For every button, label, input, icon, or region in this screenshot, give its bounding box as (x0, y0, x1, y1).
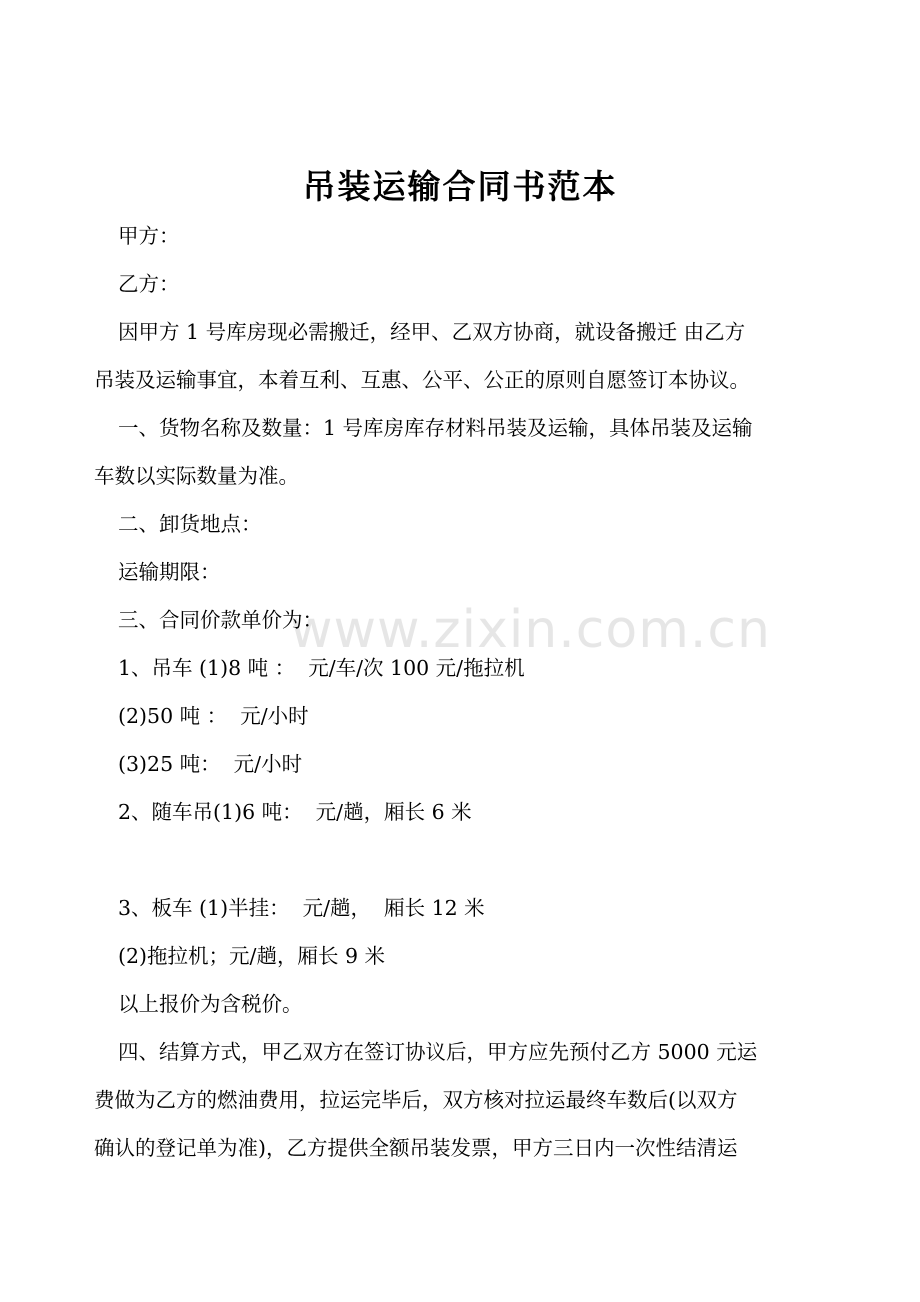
watermark: www.zixin.com.cn (290, 600, 771, 660)
paragraph-line: 一、货物名称及数量：1 号库房库存材料吊装及运输，具体吊装及运输 (118, 416, 753, 440)
document-title: 吊装运输合同书范本 (302, 167, 618, 206)
price-item: 2、随车吊(1)6 吨： 元/趟，厢长 6 米 (118, 800, 472, 824)
price-item: (2)50 吨 ： 元/小时 (118, 704, 309, 728)
paragraph-line: 车数以实际数量为准。 (94, 464, 299, 488)
price-item: 1、吊车 (1)8 吨 ： 元/车/次 100 元/拖拉机 (118, 656, 525, 680)
price-item: (3)25 吨： 元/小时 (118, 752, 303, 776)
paragraph-line: 以上报价为含税价。 (118, 992, 303, 1016)
price-item: 3、板车 (1)半挂： 元/趟， 厢长 12 米 (118, 896, 485, 920)
section-heading: 三、合同价款单价为： (118, 608, 323, 632)
price-item: (2)拖拉机；元/趟，厢长 9 米 (118, 944, 386, 968)
party-b-line: 乙方： (118, 272, 180, 296)
paragraph-line: 费做为乙方的燃油费用，拉运完毕后，双方核对拉运最终车数后(以双方 (94, 1088, 738, 1112)
section-heading: 二、卸货地点： (118, 512, 262, 536)
paragraph-line: 因甲方 1 号库房现必需搬迁，经甲、乙双方协商，就设备搬迁 由乙方 (118, 320, 746, 344)
paragraph-line: 确认的登记单为准)，乙方提供全额吊装发票，甲方三日内一次性结清运 (94, 1136, 738, 1160)
paragraph-line: 吊装及运输事宜，本着互利、互惠、公平、公正的原则自愿签订本协议。 (94, 368, 750, 392)
party-a-line: 甲方： (118, 224, 180, 248)
paragraph-line: 运输期限： (118, 560, 221, 584)
section-heading: 四、结算方式，甲乙双方在签订协议后，甲方应先预付乙方 5000 元运 (118, 1040, 758, 1064)
